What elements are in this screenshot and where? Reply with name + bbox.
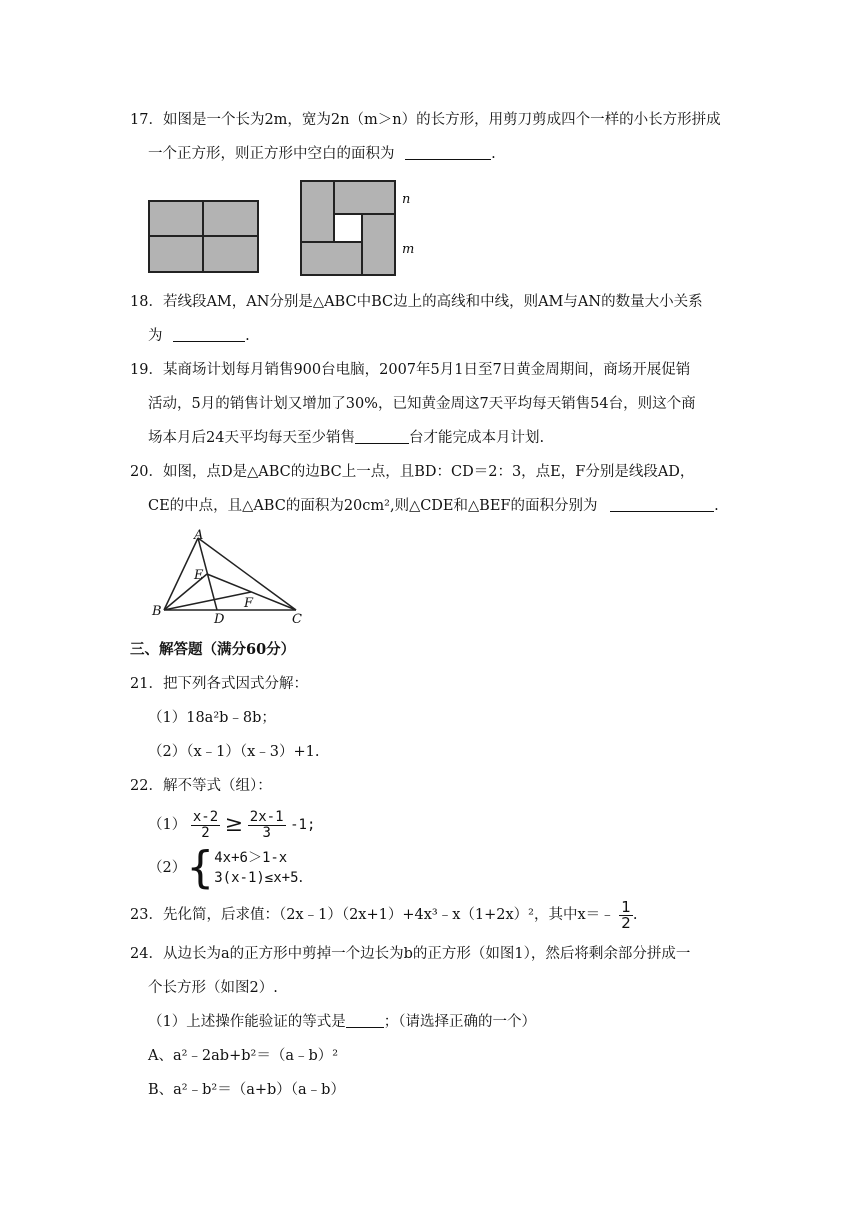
section3-heading: 三、解答题（满分60分） [130,641,296,658]
q20-label-d: D [214,612,225,627]
q20-line1: 20．如图，点D是△ABC的边BC上一点，且BD：CD＝2：3，点E，F分别是线段AD， [130,464,695,480]
q22-right-denominator: 3 [262,824,271,841]
q18-line2-text: 为 [148,328,163,344]
q22-right-numerator: 2x-1 [249,808,284,825]
q23-frac-num: 1 [621,897,631,916]
q20-line2 [148,496,719,516]
q17-line1: 17．如图是一个长为2m，宽为2n（m＞n）的长方形，用剪刀剪成四个一样的小长方形拼成 [130,112,721,128]
q18-line2-end: . [245,328,250,344]
q22-system [214,848,298,888]
q22-stem: 22．解不等式（组）： [130,778,272,794]
q24-line1: 24．从边长为a的正方形中剪掉一个边长为b的正方形（如图1），然后将剩余部分拼成一 [130,946,691,962]
q17-line2 [148,144,496,164]
q24-part1-end: ；（请选择正确的一个） [383,1014,536,1030]
q24-option-a: A、a²﹣2ab+b²＝（a﹣b）² [148,1048,339,1064]
q22-part2-label: （2） [148,860,187,876]
q21-stem: 21．把下列各式因式分解： [130,676,308,692]
q21-part2: （2）（x﹣1）（x﹣3）+1. [148,744,320,760]
q22-part2-end: . [298,870,304,886]
q19-line3-text: 场本月后24天平均每天至少销售 [148,430,355,446]
q22-system-row2: 3(x-1)≤x+5 [214,870,299,886]
q22-right-fraction [248,810,286,841]
q17-line2-end: . [491,146,496,162]
q22-left-denominator: 2 [201,824,210,841]
q22-part1-label: （1） [148,817,187,833]
q19-line2: 活动，5月的销售计划又增加了30%，已知黄金周这7天平均每天销售54台，则这个商 [148,396,696,412]
q22-relation: ≥ [224,812,244,837]
q17-label-m: m [402,242,415,257]
q20-label-e: E [194,568,204,583]
q23-end: . [632,907,638,923]
q20-triangle-figure [150,528,310,628]
q20-label-a: A [194,528,204,543]
q19-line3-end: 台才能完成本月计划. [408,430,545,446]
q19-line3 [148,428,544,448]
q23-line [130,898,637,932]
q20-label-b: B [152,604,162,619]
q20-line2-text: CE的中点，且△ABC的面积为20cm²,则△CDE和△BEF的面积分别为 [148,498,598,514]
q23-fraction [619,897,633,932]
q17-label-n: n [402,192,411,207]
q23-stem: 23．先化简，后求值：（2x﹣1）（2x+1）+4x³﹣x（1+2x）²，其中x＝﹣ [130,907,615,923]
q20-label-f: F [244,596,254,611]
q24-option-b: B、a²﹣b²＝（a+b）（a﹣b） [148,1082,345,1098]
q24-answer-blank[interactable] [346,1013,384,1028]
q21-part1: （1）18a²b﹣8b； [148,710,276,726]
q22-system-row1: 4x+6＞1-x [214,850,288,866]
q20-answer-blank[interactable] [610,497,714,512]
q22-part1 [148,808,315,842]
q22-part1-tail: -1; [290,817,316,833]
q17-line2-text: 一个正方形，则正方形中空白的面积为 [148,146,395,162]
q17-answer-blank[interactable] [405,145,491,160]
q19-line1: 19．某商场计划每月销售900台电脑，2007年5月1日至7日黄金周期间，商场开展促销 [130,362,691,378]
q18-answer-blank[interactable] [173,327,245,342]
q17-figure-square [300,180,396,276]
q20-line2-end: . [714,498,719,514]
q17-figure-rectangle [148,200,260,274]
q18-line2 [148,326,250,346]
q22-brace: { [186,842,215,893]
q22-left-fraction [191,810,220,841]
q23-frac-den: 2 [621,913,631,932]
q24-line2: 个长方形（如图2）. [148,980,278,996]
q22-left-numerator: x-2 [192,808,219,825]
q18-line1: 18．若线段AM，AN分别是△ABC中BC边上的高线和中线，则AM与AN的数量大小关系 [130,294,703,310]
q24-part1-text: （1）上述操作能验证的等式是 [148,1014,346,1030]
q19-answer-blank[interactable] [355,429,409,444]
q24-part1 [148,1012,536,1032]
q22-part2 [148,842,304,900]
q20-label-c: C [292,612,302,627]
